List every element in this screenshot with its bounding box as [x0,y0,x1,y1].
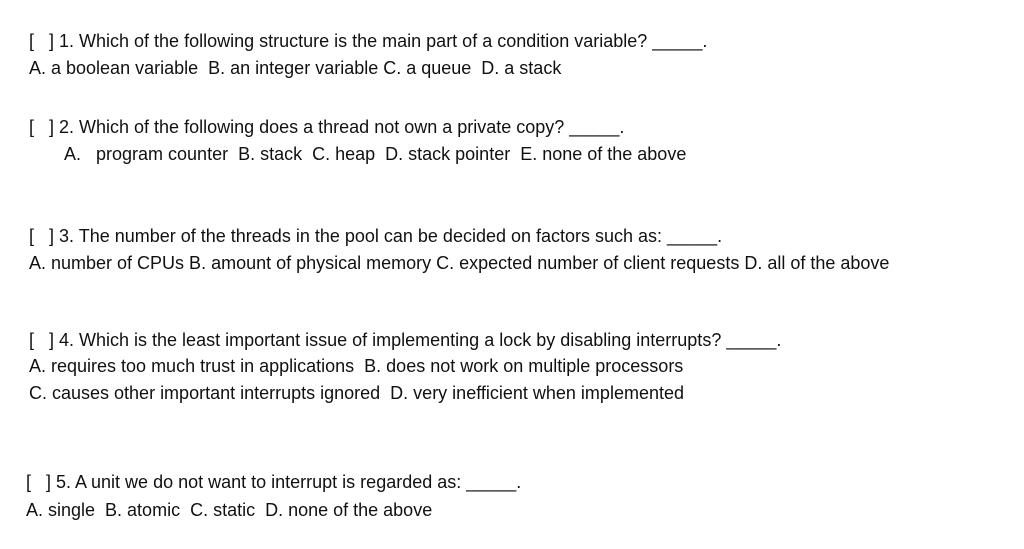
question-options: A. a boolean variable B. an integer variable C. a queue D. a stack [29,58,562,78]
question-stem: [ ] 3. The number of the threads in the pool can be decided on factors such as: _____. [29,226,723,246]
question-options: A. number of CPUs B. amount of physical memory C. expected number of client requests D. all of the above [29,253,890,273]
question-stem: [ ] 2. Which of the following does a thread not own a private copy? _____. [29,117,625,137]
question-stem: [ ] 4. Which is the least important issue of implementing a lock by disabling interrupts? _____. [29,330,782,350]
question-options: A. program counter B. stack C. heap D. stack pointer E. none of the above [64,144,687,164]
question-options: A. single B. atomic C. static D. none of the above [26,500,433,520]
question-options: A. requires too much trust in applications B. does not work on multiple processors [29,356,684,376]
question-stem: [ ] 1. Which of the following structure is the main part of a condition variable? _____. [29,31,708,51]
question-stem: [ ] 5. A unit we do not want to interrupt is regarded as: _____. [26,472,522,492]
question-options: C. causes other important interrupts ignored D. very inefficient when implemented [29,383,684,403]
